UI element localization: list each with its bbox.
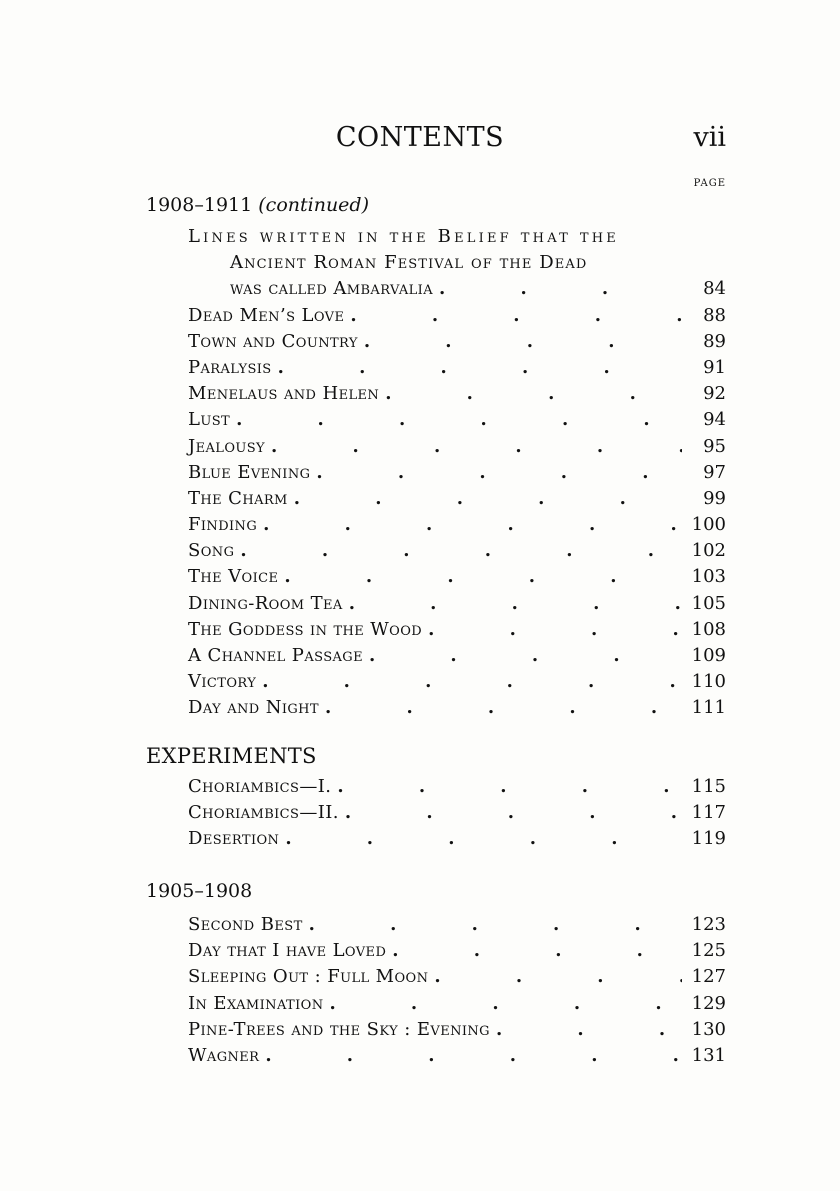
toc-entry[interactable] — [188, 774, 726, 800]
leader-dots — [294, 486, 682, 512]
toc-entry-page: 92 — [703, 383, 726, 405]
toc-entry-title: Finding — [188, 514, 258, 536]
toc-entry-title-line1: Lines written in the Belief that the — [188, 226, 619, 247]
section-heading-text: 1908–1911 — [146, 194, 253, 216]
toc-entry-page: 100 — [691, 514, 726, 536]
section-heading-experiments: EXPERIMENTS — [146, 744, 317, 768]
toc-entry-title: Choriambics—II. — [188, 802, 339, 824]
toc-entry-page: 129 — [691, 992, 726, 1014]
toc-entry-page: 131 — [691, 1044, 726, 1066]
toc-entry-page: 88 — [703, 304, 726, 326]
leader-dots — [350, 303, 682, 329]
leader-dots — [369, 643, 682, 669]
toc-entry-page: 99 — [703, 487, 726, 509]
toc-entry-page: 123 — [691, 914, 726, 935]
toc-entry-page: 117 — [691, 802, 726, 824]
toc-entry[interactable] — [188, 669, 726, 695]
toc-entry-title: Song — [188, 540, 235, 562]
leader-dots — [428, 617, 682, 643]
toc-entry[interactable] — [188, 329, 726, 355]
toc-entry-page: 84 — [703, 278, 726, 300]
toc-entry[interactable] — [188, 617, 726, 643]
toc-entry-title: Sleeping Out : Full Moon — [188, 966, 429, 988]
toc-entry[interactable] — [188, 991, 726, 1017]
toc-entry-title: In Examination — [188, 992, 324, 1014]
toc-entry-title: Dead Men’s Love — [188, 304, 345, 326]
leader-dots — [325, 695, 682, 721]
toc-entry-title: Pine-Trees and the Sky : Evening — [188, 1018, 490, 1040]
leader-dots — [309, 912, 682, 938]
toc-entry[interactable] — [188, 695, 726, 721]
section-entries-1905-1908 — [188, 912, 726, 1069]
toc-entry-title: The Goddess in the Wood — [188, 618, 423, 640]
section-entries-experiments — [188, 774, 726, 853]
toc-entry[interactable] — [188, 800, 726, 826]
toc-entry-title: Jealousy — [188, 435, 266, 457]
toc-entry[interactable] — [188, 303, 726, 329]
toc-entry-title: The Voice — [188, 566, 279, 588]
leader-dots — [316, 460, 682, 486]
leader-dots — [265, 1043, 682, 1069]
leader-dots — [496, 1017, 682, 1043]
toc-entry-title: Choriambics—I. — [188, 776, 332, 797]
toc-entry-title: Day and Night — [188, 697, 319, 719]
leader-dots — [345, 800, 682, 826]
toc-entry-title: Menelaus and Helen — [188, 383, 380, 405]
toc-entry[interactable] — [188, 912, 726, 938]
leader-dots — [284, 564, 682, 590]
toc-entry[interactable] — [188, 355, 726, 381]
toc-entry-title-line2: Ancient Roman Festival of the Dead — [230, 252, 588, 274]
toc-entry-title: Lust — [188, 409, 231, 431]
toc-entry-continuation — [188, 250, 726, 276]
toc-entry-page: 89 — [703, 330, 726, 352]
toc-entry[interactable] — [188, 407, 726, 433]
toc-entry-title: Wagner — [188, 1044, 260, 1066]
leader-dots — [364, 329, 682, 355]
toc-entry-page: 102 — [691, 540, 726, 562]
toc-entry[interactable] — [188, 643, 726, 669]
toc-entry-page: 125 — [691, 940, 726, 962]
toc-entry[interactable] — [188, 486, 726, 512]
toc-entry[interactable] — [188, 538, 726, 564]
leader-dots — [263, 512, 682, 538]
page-folio: vii — [693, 122, 726, 153]
leader-dots — [439, 276, 682, 302]
leader-dots — [337, 774, 682, 800]
toc-entry[interactable] — [188, 1017, 726, 1043]
toc-entry-page: 103 — [691, 566, 726, 588]
toc-entry-page: 91 — [703, 356, 726, 378]
toc-entry-page: 97 — [703, 461, 726, 483]
toc-entry-page: 105 — [691, 592, 726, 614]
toc-entry[interactable] — [188, 512, 726, 538]
leader-dots — [434, 964, 682, 990]
toc-entry-title: Blue Evening — [188, 461, 311, 483]
section-heading-note: (continued) — [258, 194, 369, 216]
page-title: CONTENTS — [335, 122, 505, 153]
toc-entry-page: 119 — [691, 828, 726, 850]
section-heading-1905-1908: 1905–1908 — [146, 880, 253, 902]
toc-entry-page: 95 — [703, 435, 726, 457]
toc-entry-title: Dining-Room Tea — [188, 592, 343, 614]
leader-dots — [385, 381, 682, 407]
leader-dots — [329, 991, 682, 1017]
toc-entry-page: 111 — [691, 697, 726, 719]
leader-dots — [278, 355, 682, 381]
toc-entry[interactable] — [188, 564, 726, 590]
section-heading-1908-1911 — [146, 194, 369, 216]
leader-dots — [349, 591, 682, 617]
page-column-label: PAGE — [693, 178, 726, 189]
toc-entry[interactable] — [188, 591, 726, 617]
toc-entry-page: 127 — [691, 966, 726, 988]
section-entries-1908-1911 — [188, 224, 726, 722]
leader-dots — [240, 538, 682, 564]
toc-entry-title: Desertion — [188, 828, 280, 850]
toc-entry-page: 108 — [691, 618, 726, 640]
toc-entry-title: The Charm — [188, 487, 288, 509]
toc-entry[interactable] — [188, 964, 726, 990]
toc-entry[interactable] — [188, 826, 726, 852]
leader-dots — [271, 434, 682, 460]
toc-entry-title: A Channel Passage — [188, 645, 363, 666]
toc-entry[interactable] — [188, 1043, 726, 1069]
leader-dots — [262, 669, 682, 695]
toc-entry-title: Second Best — [188, 914, 303, 935]
toc-entry[interactable] — [188, 938, 726, 964]
toc-entry-title-line3: was called Ambarvalia — [230, 278, 433, 300]
toc-entry-page: 94 — [703, 409, 726, 431]
toc-entry-continuation — [188, 276, 726, 302]
toc-entry[interactable] — [188, 434, 726, 460]
toc-entry-page: 109 — [691, 645, 726, 666]
toc-entry-title: Day that I have Loved — [188, 940, 387, 962]
leader-dots — [236, 407, 682, 433]
toc-entry-title: Victory — [188, 671, 257, 693]
toc-entry-title: Paralysis — [188, 356, 272, 378]
toc-entry[interactable] — [188, 381, 726, 407]
toc-entry-page: 110 — [691, 671, 726, 693]
toc-entry-title: Town and Country — [188, 330, 358, 352]
leader-dots — [392, 938, 682, 964]
toc-entry[interactable] — [188, 460, 726, 486]
toc-entry-page: 115 — [691, 776, 726, 797]
toc-entry-page: 130 — [691, 1018, 726, 1040]
leader-dots — [285, 826, 682, 852]
toc-entry[interactable] — [188, 224, 726, 250]
